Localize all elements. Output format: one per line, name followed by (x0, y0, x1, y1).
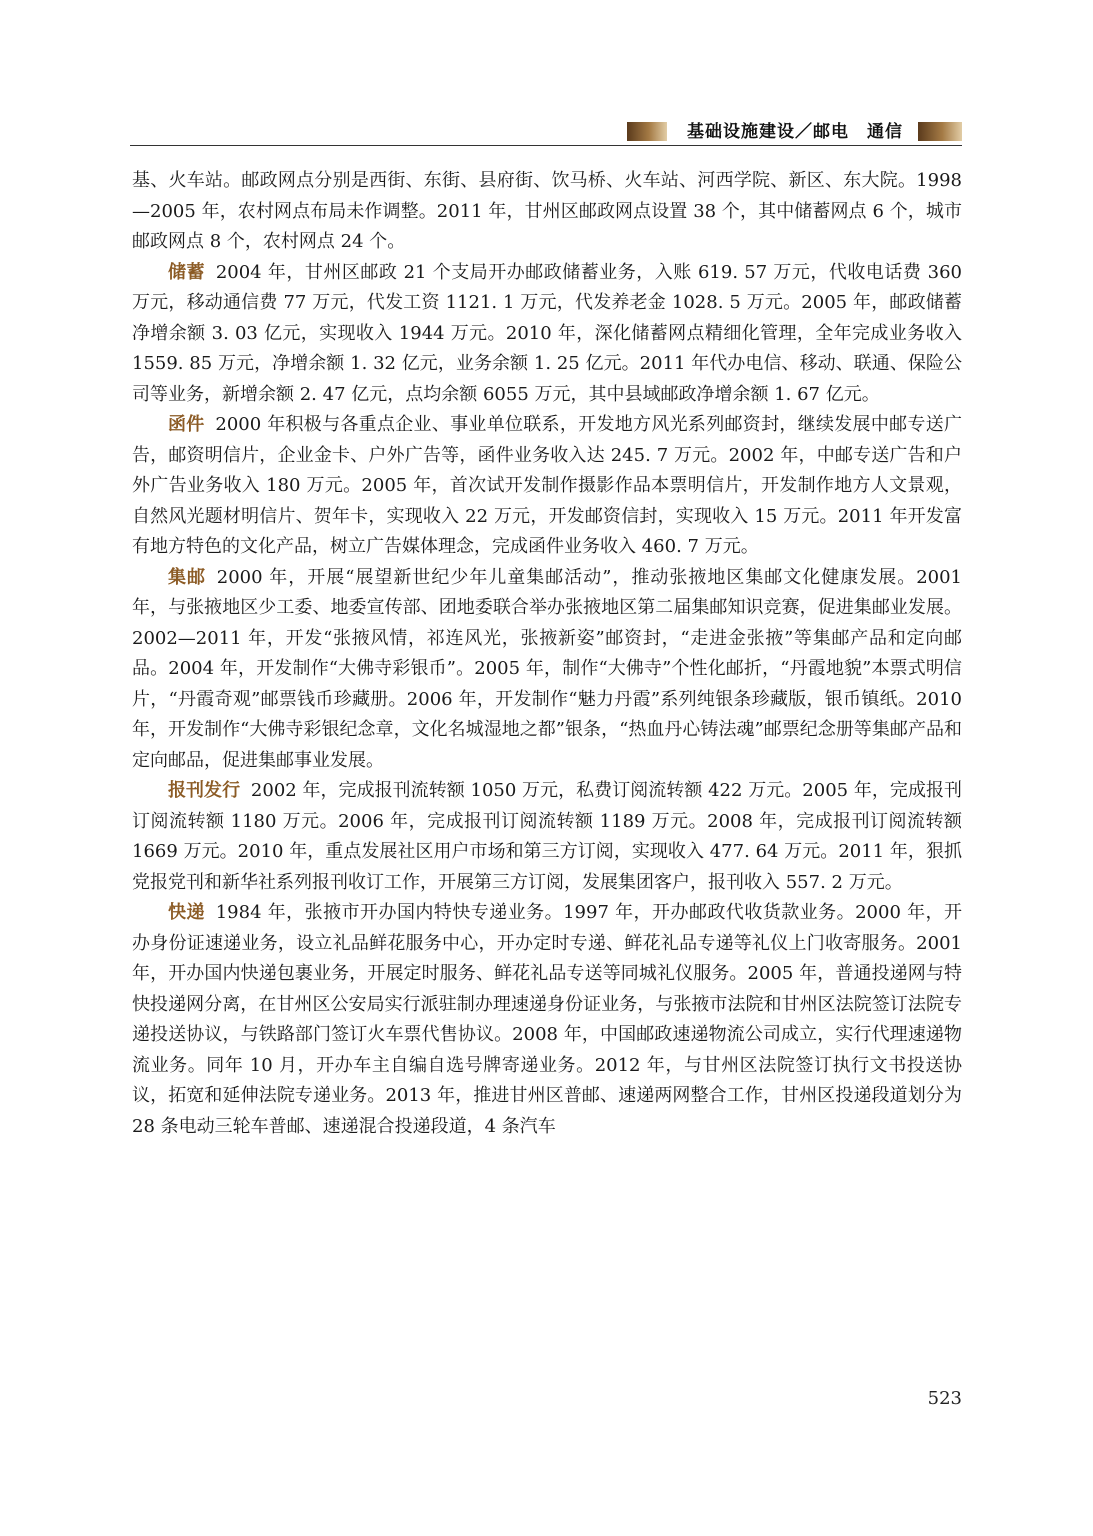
paragraph-text: 1984 年，张掖市开办国内特快专递业务。1997 年，开办邮政代收货款业务。2000 年，开办身份证速递业务，设立礼品鲜花服务中心，开办定时专递、鲜花礼品专递等礼仪上门收寄服务。2001 年，开办国内快递包裹业务，开展定时服务、鲜花礼品专送等同城礼仪服务。2005 年，普通投递网与特快投递网分离，在甘州区公安局实行派驻制办理速递身份证业务，与张掖市法院和甘州区法院签订法院专递投送协议，与铁路部门签订火车票代售协议。2008 年，中国邮政速递物流公司成立，实行代理速递物流业务。同年 10 月，开办车主自编自选号牌寄递业务。2012 年，与甘州区法院签订执行文书投送协议，拓宽和延伸法院专递业务。2013 年，推进甘州区普邮、速递两网整合工作，甘州区投递段道划分为 28 条电动三轮车普邮、速递混合投递段道，4 条汽车 (132, 902, 963, 1137)
body-text (132, 166, 962, 1142)
section-term-philately: 集邮 (168, 566, 206, 588)
section-term-letters: 函件 (168, 414, 205, 435)
section-term-express: 快递 (168, 902, 205, 923)
running-header-title: 基础设施建设／邮电 通信 (687, 122, 903, 142)
paragraph-savings (132, 258, 962, 411)
page-number: 523 (927, 1388, 962, 1409)
running-header (130, 120, 962, 146)
paragraph-text: 2000 年，开展“展望新世纪少年儿童集邮活动”，推动张掖地区集邮文化健康发展。2001 年，与张掖地区少工委、地委宣传部、团地委联合举办张掖地区第二届集邮知识竞赛，促进集邮业发展。2002—2011 年，开发“张掖风情，祁连风光，张掖新姿”邮资封，“走进金张掖”等集邮产品和定向邮品。2004 年，开发制作“大佛寺彩银币”。2005 年，制作“大佛寺”个性化邮折，“丹霞地貌”本票式明信片，“丹霞奇观”邮票钱币珍藏册。2006 年，开发制作“魅力丹霞”系列纯银条珍藏版，银币镇纸。2010 年，开发制作“大佛寺彩银纪念章，文化名城湿地之都”银条，“热血丹心铸法魂”邮票纪念册等集邮产品和定向邮品，促进集邮事业发展。 (132, 566, 963, 771)
paragraph-text: 基、火车站。邮政网点分别是西街、东街、县府街、饮马桥、火车站、河西学院、新区、东大院。1998—2005 年，农村网点布局未作调整。2011 年，甘州区邮政网点设置 38 个，其中储蓄网点 6 个，城市邮政网点 8 个，农村网点 24 个。 (132, 170, 962, 252)
paragraph-newspaper-distribution (132, 776, 962, 898)
paragraph-express (132, 898, 962, 1142)
paragraph-text: 2000 年积极与各重点企业、事业单位联系，开发地方风光系列邮资封，继续发展中邮专送广告，邮资明信片，企业金卡、户外广告等，函件业务收入达 245. 7 万元。2002 年，中邮专送广告和户外广告业务收入 180 万元。2005 年，首次试开发制作摄影作品本票明信片，开发制作地方人文景观，自然风光题材明信片、贺年卡，实现收入 22 万元，开发邮资信封，实现收入 15 万元。2011 年开发富有地方特色的文化产品，树立广告媒体理念，完成函件业务收入 460. 7 万元。 (132, 414, 963, 557)
paragraph-philately (132, 563, 962, 777)
section-term-newspaper-distribution: 报刊发行 (168, 780, 241, 801)
header-decor-bar-left (627, 122, 667, 141)
paragraph-text: 2004 年，甘州区邮政 21 个支局开办邮政储蓄业务，入账 619. 57 万元，代收电话费 360 万元，移动通信费 77 万元，代发工资 1121. 1 万元，代发养老金 1028. 5 万元。2005 年，邮政储蓄净增余额 3. 03 亿元，实现收入 1944 万元。2010 年，深化储蓄网点精细化管理，全年完成业务收入 1559. 85 万元，净增余额 1. 32 亿元，业务余额 1. 25 亿元。2011 年代办电信、移动、联通、保险公司等业务，新增余额 2. 47 亿元，点均余额 6055 万元，其中县域邮政净增余额 1. 67 亿元。 (132, 261, 963, 405)
paragraph-network (132, 166, 962, 258)
section-term-savings: 储蓄 (168, 261, 206, 283)
header-rule (130, 145, 962, 146)
paragraph-letters (132, 410, 962, 563)
paragraph-text: 2002 年，完成报刊流转额 1050 万元，私费订阅流转额 422 万元。2005 年，完成报刊订阅流转额 1180 万元。2006 年，完成报刊订阅流转额 1189 万元。2008 年，完成报刊订阅流转额 1669 万元。2010 年，重点发展社区用户市场和第三方订阅，实现收入 477. 64 万元。2011 年，狠抓党报党刊和新华社系列报刊收订工作，开展第三方订阅，发展集团客户，报刊收入 557. 2 万元。 (132, 780, 963, 893)
header-decor-bar-right (918, 122, 962, 141)
